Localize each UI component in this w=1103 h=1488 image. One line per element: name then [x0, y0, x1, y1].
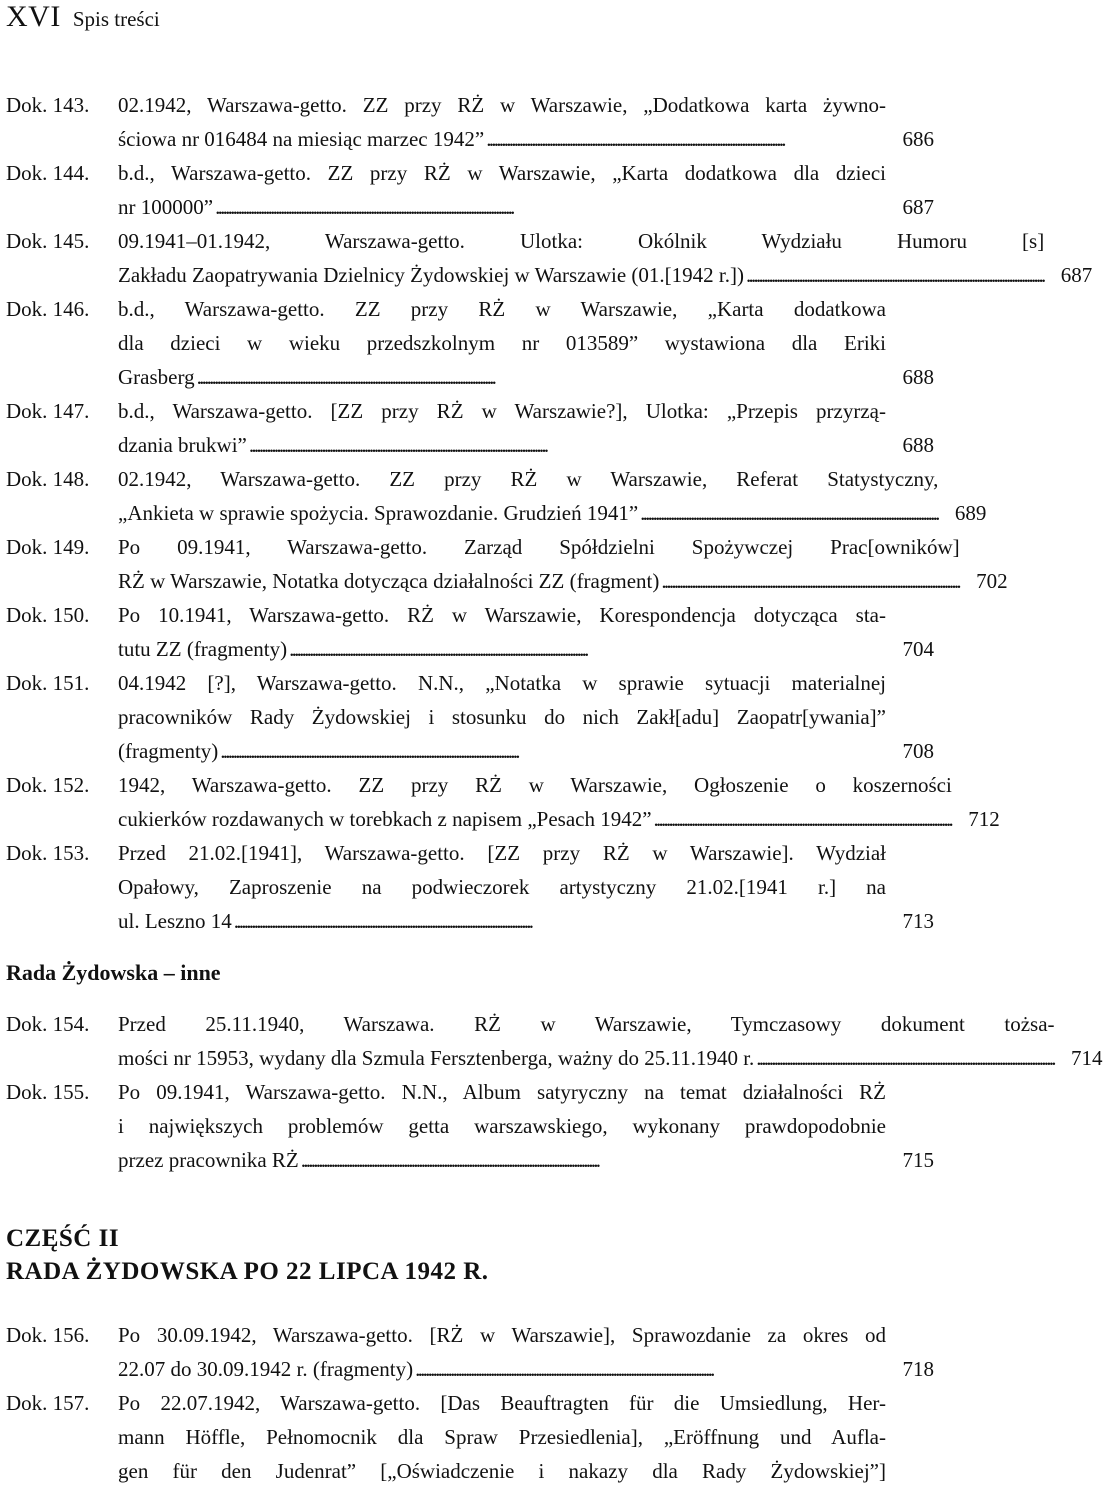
doc-number: Dok. 157.: [6, 1391, 90, 1415]
dot-leader: [661, 564, 957, 598]
toc-group-2: [6, 1007, 1103, 1177]
toc-entry: [6, 768, 1000, 836]
entry-line: 04.1942 [?], Warszawa-getto. N.N., „Notatka w sprawie sytuacji materialnej: [118, 671, 886, 695]
entry-last-line: [118, 258, 1044, 292]
entry-line: dla dzieci w wieku przedszkolnym nr 013589” wystawiona dla Eriki: [118, 331, 886, 355]
entry-last-line: [118, 496, 938, 530]
page-number: 687: [902, 195, 934, 219]
toc-entry: [6, 666, 934, 768]
toc-entry: [6, 156, 934, 224]
toc-entry: [6, 1318, 934, 1386]
entry-last-line: [118, 1041, 1055, 1075]
entry-last-line: [118, 190, 886, 224]
page-number: 689: [954, 501, 987, 525]
page-number: 687: [1060, 263, 1093, 287]
page-number: 702: [976, 569, 1008, 593]
entry-description: [118, 1007, 1055, 1075]
part-heading-line-2: RADA ŻYDOWSKA PO 22 LIPCA 1942 R.: [6, 1258, 489, 1285]
page-number: 688: [902, 365, 934, 389]
entry-line: Zakładu Zaopatrywania Dzielnicy Żydowskiej w Warszawie (01.[1942 r.]): [118, 263, 744, 287]
section-heading: Rada Żydowska – inne: [6, 960, 221, 985]
entry-last-line: [118, 122, 886, 156]
entry-description: [118, 530, 960, 598]
entry-line: 02.1942, Warszawa-getto. ZZ przy RŻ w Warszawie, Referat Statystyczny,: [118, 467, 939, 491]
toc-entry: [6, 88, 934, 156]
entry-line: 1942, Warszawa-getto. ZZ przy RŻ w Warszawie, Ogłoszenie o koszerności: [118, 773, 952, 797]
toc-group-3: [6, 1318, 934, 1488]
entry-line: 22.07 do 30.09.1942 r. (fragmenty): [118, 1357, 414, 1381]
entry-line: b.d., Warszawa-getto. [ZZ przy RŻ w Warszawie?], Ulotka: „Przepis przyrzą-: [118, 399, 886, 423]
doc-number: Dok. 155.: [6, 1080, 90, 1104]
doc-number: Dok. 145.: [6, 229, 90, 253]
page-number: 714: [1071, 1046, 1103, 1070]
page-number: 713: [902, 909, 934, 933]
entry-description: [118, 666, 886, 768]
page-number: 686: [902, 127, 934, 151]
running-head: [6, 0, 160, 34]
running-title: Spis treści: [72, 7, 160, 31]
dot-leader: [289, 632, 884, 666]
doc-number: Dok. 156.: [6, 1323, 90, 1347]
doc-number: Dok. 148.: [6, 467, 90, 491]
entry-description: [118, 462, 938, 530]
toc-entry: [6, 394, 934, 462]
entry-description: [118, 1318, 886, 1386]
entry-description: [118, 156, 886, 224]
entry-description: [118, 292, 886, 394]
dot-leader: [215, 190, 884, 224]
doc-number: Dok. 147.: [6, 399, 90, 423]
entry-line: tutu ZZ (fragmenty): [118, 637, 288, 661]
entry-line: mości nr 15953, wydany dla Szmula Fersztenberga, ważny do 25.11.1940 r.: [118, 1046, 755, 1070]
entry-line: Grasberg: [118, 365, 195, 389]
doc-number: Dok. 152.: [6, 773, 90, 797]
entry-description: [118, 394, 886, 462]
doc-number: Dok. 149.: [6, 535, 90, 559]
entry-line: ul. Leszno 14: [118, 909, 232, 933]
entry-description: [118, 1075, 886, 1177]
dot-leader: [220, 734, 884, 768]
dot-leader: [756, 1041, 1052, 1075]
dot-leader: [746, 258, 1042, 292]
doc-number: Dok. 151.: [6, 671, 90, 695]
doc-number: Dok. 154.: [6, 1012, 90, 1036]
dot-leader: [415, 1352, 884, 1386]
entry-line: Przed 21.02.[1941], Warszawa-getto. [ZZ przy RŻ w Warszawie]. Wydział: [118, 841, 886, 865]
page-number: 704: [902, 637, 934, 661]
entry-line: nr 100000”: [118, 195, 214, 219]
entry-line: Opałowy, Zaproszenie na podwieczorek artystyczny 21.02.[1941 r.] na: [118, 875, 886, 899]
entry-description: [118, 88, 886, 156]
entry-line: Po 30.09.1942, Warszawa-getto. [RŻ w Warszawie], Sprawozdanie za okres od: [118, 1323, 886, 1347]
dot-leader: [654, 802, 950, 836]
entry-last-line: [118, 1352, 886, 1386]
entry-line: mann Höffle, Pełnomocnik dla Spraw Przesiedlenia], „Eröffnung und Aufla-: [118, 1425, 886, 1449]
entry-description: [118, 598, 886, 666]
dot-leader: [301, 1143, 884, 1177]
toc-entry: [6, 292, 934, 394]
entry-line: przez pracownika RŻ: [118, 1148, 299, 1172]
page-number: 708: [902, 739, 934, 763]
entry-description: [118, 1386, 886, 1488]
page-number: 712: [968, 807, 1000, 831]
entry-description: [118, 836, 886, 938]
entry-line: Po 22.07.1942, Warszawa-getto. [Das Beauftragten für die Umsiedlung, Her-: [118, 1391, 886, 1415]
entry-last-line: [118, 564, 960, 598]
entry-last-line: [118, 734, 886, 768]
entry-line: Przed 25.11.1940, Warszawa. RŻ w Warszawie, Tymczasowy dokument tożsa-: [118, 1012, 1055, 1036]
entry-description: [118, 224, 1044, 292]
doc-number: Dok. 150.: [6, 603, 90, 627]
part-heading-line-1: CZĘŚĆ II: [6, 1225, 120, 1252]
entry-last-line: [118, 1143, 886, 1177]
toc-entry: [6, 598, 934, 666]
dot-leader: [197, 360, 884, 394]
toc-entry: [6, 1075, 934, 1177]
page-number: 688: [902, 433, 934, 457]
dot-leader: [486, 122, 884, 156]
entry-line: pracowników Rady Żydowskiej i stosunku do nich Zakł[adu] Zaopatr[ywania]”: [118, 705, 886, 729]
entry-line: ściowa nr 016484 na miesiąc marzec 1942”: [118, 127, 485, 151]
entry-line: RŻ w Warszawie, Notatka dotycząca działalności ZZ (fragment): [118, 569, 660, 593]
doc-number: Dok. 146.: [6, 297, 90, 321]
entry-line: 09.1941–01.1942, Warszawa-getto. Ulotka: Okólnik Wydziału Humoru [s]: [118, 229, 1045, 253]
toc-group-1: [6, 88, 1093, 938]
entry-line: „Ankieta w sprawie spożycia. Sprawozdanie. Grudzień 1941”: [118, 501, 639, 525]
dot-leader: [249, 428, 884, 462]
entry-line: dzania brukwi”: [118, 433, 247, 457]
entry-line: cukierków rozdawanych w torebkach z napisem „Pesach 1942”: [118, 807, 652, 831]
toc-entry: [6, 1007, 1103, 1075]
entry-last-line: [118, 802, 952, 836]
doc-number: Dok. 143.: [6, 93, 90, 117]
entry-line: i największych problemów getta warszawskiego, wykonany prawdopodobnie: [118, 1114, 886, 1138]
entry-line: Po 09.1941, Warszawa-getto. Zarząd Spółdzielni Spożywczej Prac[owników]: [118, 535, 960, 559]
entry-line: (fragmenty): [118, 739, 219, 763]
page-numeral: XVI: [6, 0, 61, 33]
toc-entry: [6, 462, 987, 530]
entry-last-line: [118, 904, 886, 938]
entry-line: Po 10.1941, Warszawa-getto. RŻ w Warszawie, Korespondencja dotycząca sta-: [118, 603, 886, 627]
dot-leader: [640, 496, 936, 530]
dot-leader: [234, 904, 884, 938]
toc-entry: [6, 1386, 934, 1488]
entry-line: b.d., Warszawa-getto. ZZ przy RŻ w Warszawie, „Karta dodatkowa dla dzieci: [118, 161, 886, 185]
part-heading: [6, 1222, 489, 1288]
page-number: 715: [902, 1148, 934, 1172]
page-number: 718: [902, 1357, 934, 1381]
entry-line: Po 09.1941, Warszawa-getto. N.N., Album satyryczny na temat działalności RŻ: [118, 1080, 886, 1104]
entry-last-line: [118, 632, 886, 666]
entry-description: [118, 768, 952, 836]
entry-last-line: [118, 360, 886, 394]
entry-line: b.d., Warszawa-getto. ZZ przy RŻ w Warszawie, „Karta dodatkowa: [118, 297, 886, 321]
toc-entry: [6, 836, 934, 938]
doc-number: Dok. 153.: [6, 841, 90, 865]
entry-last-line: [118, 428, 886, 462]
entry-line: gen für den Judenrat” [„Oświadczenie i nakazy dla Rady Żydowskiej”]: [118, 1459, 886, 1483]
toc-entry: [6, 224, 1093, 292]
entry-line: 02.1942, Warszawa-getto. ZZ przy RŻ w Warszawie, „Dodatkowa karta żywno-: [118, 93, 886, 117]
toc-entry: [6, 530, 1008, 598]
doc-number: Dok. 144.: [6, 161, 90, 185]
